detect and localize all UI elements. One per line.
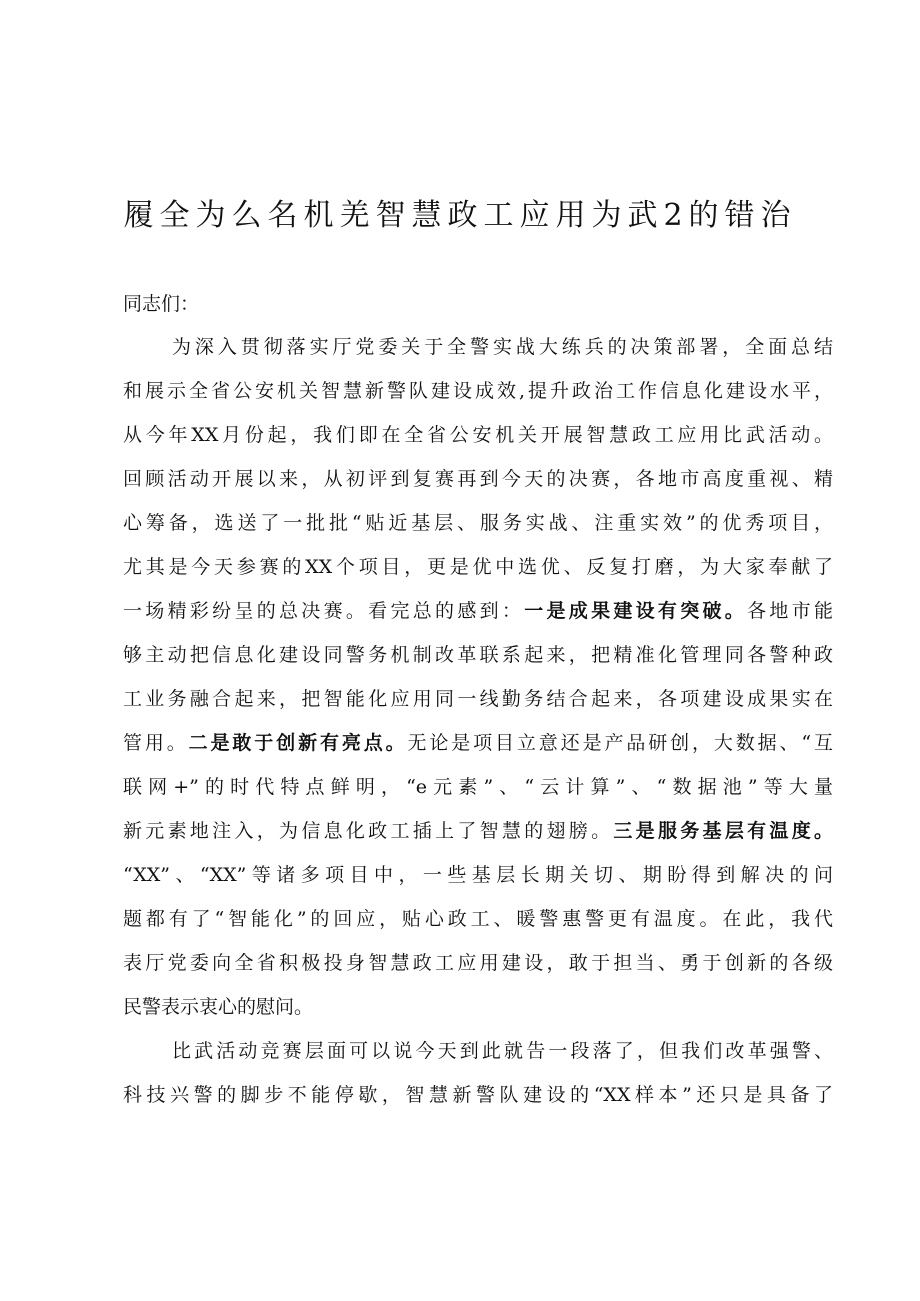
bold-point-1: 一是成果建设有突破。 <box>524 600 748 622</box>
paragraph-line: 比武活动竞赛层面可以说今天到此就告一段落了，但我们改革强警、 <box>172 1040 833 1062</box>
paragraph-line: 尤其是今天参赛的XX个项目，更是优中选优、反复打磨，为大家奉献了 <box>123 556 833 578</box>
paragraph-line: 回顾活动开展以来，从初评到复赛再到今天的决赛，各地市高度重视、精 <box>123 468 833 490</box>
paragraph-line: 联网+”的时代特点鲜明，“e元素”、“云计算”、“数据池”等大量 <box>123 776 833 798</box>
paragraph-line: “XX”、“XX”等诸多项目中，一些基层长期关切、期盼得到解决的问 <box>123 864 833 886</box>
paragraph-line: 和展示全省公安机关智慧新警队建设成效,提升政治工作信息化建设水平， <box>123 380 833 402</box>
paragraph-line: 一场精彩纷呈的总决赛。看完总的感到：一是成果建设有突破。各地市能 <box>123 600 833 622</box>
paragraph-line: 新元素地注入，为信息化政工插上了智慧的翅膀。三是服务基层有温度。 <box>123 820 833 842</box>
bold-point-3: 三是服务基层有温度。 <box>613 820 833 842</box>
paragraph-line: 科技兴警的脚步不能停歇，智慧新警队建设的“XX样本”还只是具备了 <box>123 1084 833 1106</box>
paragraph-line: 够主动把信息化建设同警务机制改革联系起来，把精准化管理同各警种政 <box>123 644 833 666</box>
paragraph-line: 为深入贯彻落实厅党委关于全警实战大练兵的决策部署，全面总结 <box>172 336 833 358</box>
bold-point-2: 二是敢于创新有亮点。 <box>188 732 408 754</box>
paragraph-line: 工业务融合起来，把智能化应用同一线勤务结合起来，各项建设成果实在 <box>123 688 833 710</box>
paragraph-line: 题都有了“智能化”的回应，贴心政工、暖警惠警更有温度。在此，我代 <box>123 908 833 930</box>
salutation: 同志们： <box>123 293 200 315</box>
paragraph-line: 从今年XX月份起，我们即在全省公安机关开展智慧政工应用比武活动。 <box>123 424 833 446</box>
paragraph-line: 表厅党委向全省积极投身智慧政工应用建设，敢于担当、勇于创新的各级 <box>123 952 833 974</box>
paragraph-line: 管用。二是敢于创新有亮点。无论是项目立意还是产品研创，大数据、“互 <box>123 732 833 754</box>
paragraph-line: 心筹备，选送了一批批“贴近基层、服务实战、注重实效”的优秀项目， <box>123 512 833 534</box>
document-title: 履全为么名机羌智慧政工应用为武2的错治 <box>123 198 797 233</box>
paragraph-line: 民警表示衷心的慰问。 <box>123 996 314 1018</box>
